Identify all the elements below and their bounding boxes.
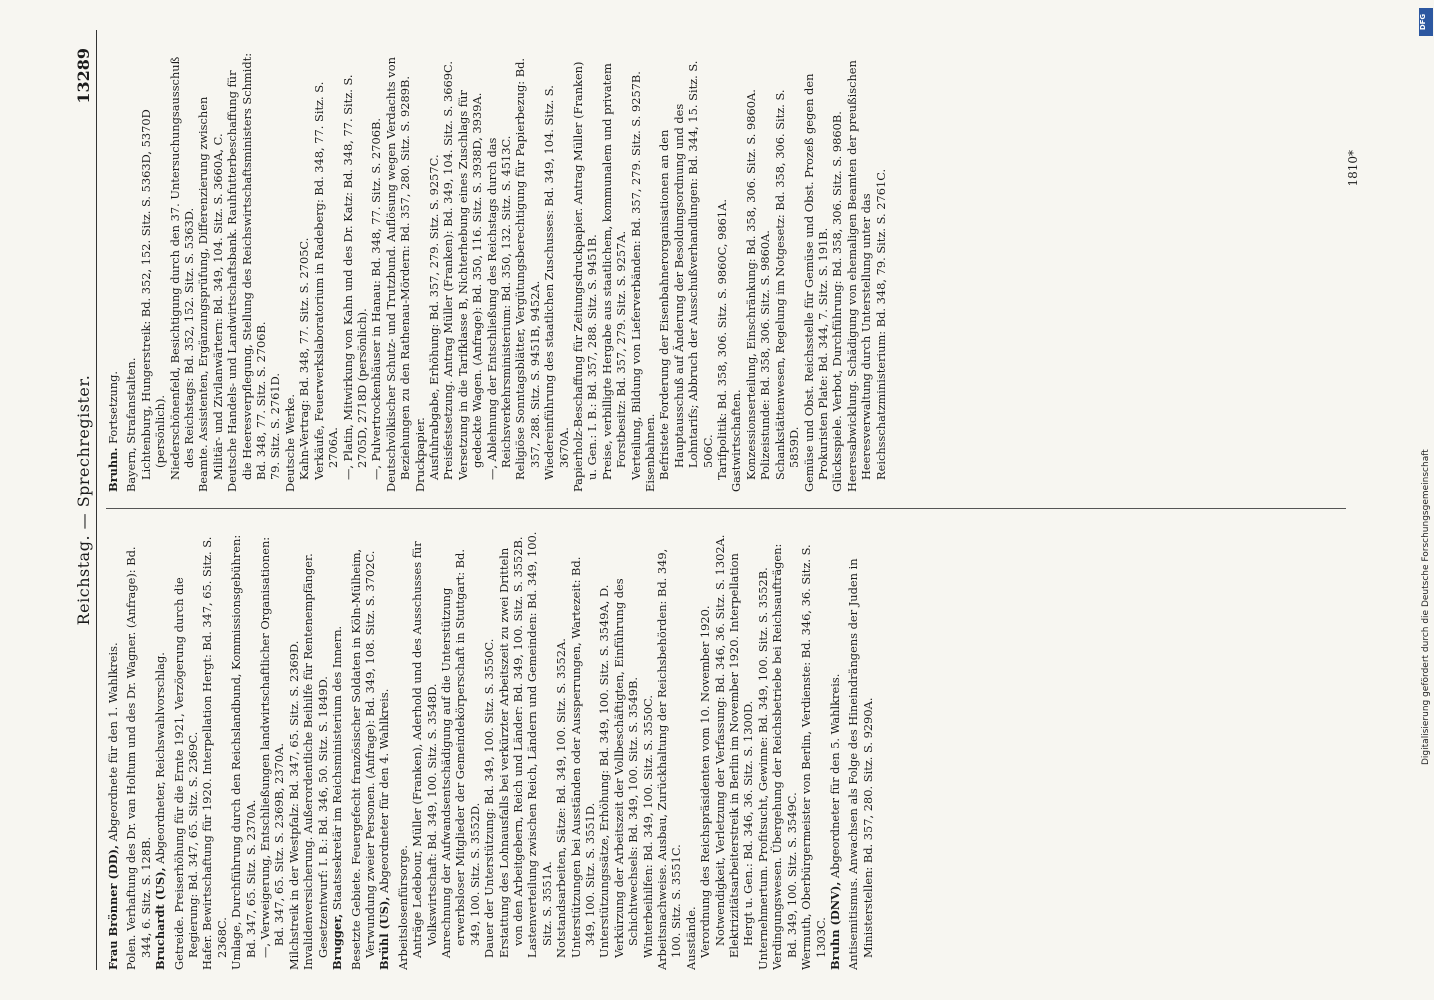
register-subsubentry: Elektrizitätsarbeiterstreik in Berlin im November 1920. Interpellation Hergt u. Gen.: Bd. 346, 36. Sitz. S. 1300D. <box>727 553 756 958</box>
column-divider <box>106 508 1346 509</box>
digitization-note <box>1418 0 1434 1000</box>
register-subentry: Hafer. Bewirtschaftung für 1920. Interpellation Hergt: Bd. 347, 65. Sitz. S. 2368C. <box>200 536 229 970</box>
speaker-name: Brühl (US), <box>377 896 392 970</box>
register-entry-heading <box>377 530 391 970</box>
register-subsubentry: Kahn-Vertrag: Bd. 348, 77. Sitz. S. 2705C. <box>297 237 312 480</box>
register-subentry: Getreide. Preiserhöhung für die Ernte 1921, Verzögerung durch die Regierung: Bd. 347, 65. Sitz. S. 2369C. <box>171 577 201 970</box>
register-subsubentry: Anträge Ledebour, Müller (Franken), Aderhold und des Ausschusses für Volkswirtschaft: Bd. 349, 100. Sitz. S. 3548D. <box>410 541 439 958</box>
register-subentry: Deutschvölkischer Schutz- und Trutzbund. Auflösung wegen Verdachts von Beziehungen zu den Rathenau-Mördern: Bd. 357, 280. Sitz. S. 9289B. <box>383 57 413 492</box>
register-subentry: Druckpapier. <box>412 417 427 492</box>
register-entry-heading <box>106 530 120 970</box>
register-subentry: Bayern, Strafanstalten. <box>124 357 139 492</box>
register-subentry: Unternehmertum. Profitsucht, Gewinne: Bd. 349, 100. Sitz. S. 3552B. <box>755 567 770 970</box>
register-subsubentry: —, Platin, Mitwirkung von Kahn und des Dr. Katz: Bd. 348, 77. Sitz. S. 2705D, 2718D (persönlich). <box>340 74 369 480</box>
register-subsubentry: Verordnung des Reichspräsidenten vom 10. November 1920. Notwendigkeit, Verletzung der Verfassung: Bd. 346, 36. Sitz. S. 1302A. <box>698 534 727 958</box>
register-subsubentry: Konzessionserteilung, Einschränkung: Bd. 358, 306. Sitz. S. 9860A. <box>743 89 758 480</box>
register-subsubentry: Befristete Forderung der Eisenbahnerorganisationen an den Hauptausschuß auf Änderung der Besoldungsordnung und des Lohntarifs; Abbruch der Ausschußverhandlungen: Bd. 344, 15. Sitz. S. 506C. <box>657 60 715 480</box>
speaker-description: Staatssekretär im Reichsministerium des Innern. <box>330 625 345 914</box>
register-subentry: Glücksspiele. Verbot, Durchführung: Bd. 358, 306. Sitz. S. 9860B. <box>830 111 845 492</box>
register-entry-heading <box>828 530 842 970</box>
right-column <box>106 52 1356 492</box>
dfg-logo <box>1419 8 1433 36</box>
register-subentry: Gemüse und Obst. Reichsstelle für Gemüse und Obst. Prozeß gegen den Prokuristen Plate: Bd. 344, 7. Sitz. S. 191B. <box>801 73 830 492</box>
footer-signature: 1810* <box>1346 150 1360 187</box>
register-subentry: Arbeitsnachweise. Ausbau, Zurückhaltung der Reichsbehörden: Bd. 349, 100. Sitz. S. 3551C. <box>655 548 684 970</box>
register-subsubentry: Anrechnung der Aufwandsentschädigung auf die Unterstützung erwerbsloser Mitglieder der Gemeindekörperschaft in Stuttgart: Bd. 349, 100. Sitz. S. 3552D. <box>438 549 482 958</box>
register-subsubentry: Preisfestsetzung. Antrag Müller (Franken): Bd. 349, 104. Sitz. S. 3669C. <box>441 61 456 480</box>
register-subsubentry: Wiedereinführung des staatlichen Zuschusses: Bd. 349, 104. Sitz. S. 3670A. <box>542 85 571 480</box>
speaker-description: Fortsetzung. <box>106 371 120 448</box>
register-subsubentry: Dauer der Unterstützung: Bd. 349, 100. Sitz. S. 3550C. <box>482 638 497 958</box>
running-title: Reichstag. — Sprechregister. <box>74 374 93 626</box>
register-subsubentry: Unterstützungssätze, Erhöhung: Bd. 349, 100. Sitz. S. 3549A, D. <box>597 584 612 958</box>
register-subsubentry: 79. Sitz. S. 2761D. <box>268 373 283 480</box>
register-subsubentry: Ausfuhrabgabe, Erhöhung: Bd. 357, 279. Sitz. S. 9257C. <box>426 154 441 480</box>
register-subentry: Antisemitismus. Anwachsen als Folge des Hineindrängens der Juden in Ministerstellen: Bd. 357, 280. Sitz. S. 9290A. <box>846 558 875 970</box>
register-subsubentry: Polizeistunde: Bd. 358, 306. Sitz. S. 9860A. <box>758 230 773 480</box>
register-subentry: Papierholz-Beschaffung für Zeitungsdruckpapier. Antrag Müller (Franken) u. Gen.: I. B.: Bd. 357, 288. Sitz. S. 9451B. <box>571 61 600 492</box>
speaker-description: Abgeordnete für den 1. Wahlkreis. <box>106 642 120 845</box>
rotated-page-content <box>52 30 1382 970</box>
register-subsubentry: —, Pulvertrockenhäuser in Hanau: Bd. 348, 77. Sitz. S. 2706B. <box>369 117 384 480</box>
register-subsubentry: Unterstützungen bei Ausständen oder Aussperrungen, Wartezeit: Bd. 349, 100. Sitz. S. 3551D. <box>568 556 597 958</box>
register-subsubentry: —, Verweigerung, Entschließungen landwirtschaftlicher Organisationen: Bd. 347, 65. Sitz. S. 2369B, 2370A. <box>258 536 287 958</box>
header-rule <box>96 30 97 970</box>
speaker-name: Brugger, <box>330 913 345 970</box>
register-subentry: Heeresabwicklung. Schädigung von ehemaligen Beamten der preußischen Heeresverwaltung durch Unterstellung unter das Reichsschatzministerium: Bd. 348, 79. Sitz. S. 2761C. <box>844 60 888 492</box>
register-entry-heading <box>153 530 167 970</box>
register-entry-heading <box>330 530 344 970</box>
register-subsubentry: Religiöse Sonntagsblätter, Vergütungsberechtigung für Papierbezug: Bd. 357, 288. Sitz. S. 9451B, 9452A. <box>513 58 542 480</box>
register-subsubentry: Niederschönenfeld, Besichtigung durch den 37. Untersuchungsausschuß des Reichstags: Bd. 352, 152. Sitz. S. 5363D. <box>167 56 197 480</box>
register-subentry: Wermuth, Oberbürgermeister von Berlin, Verdienste: Bd. 346, 36. Sitz. S. 1303C. <box>799 544 828 970</box>
register-subsubentry: Lastenverteilung zwischen Reich, Ländern und Gemeinden: Bd. 349, 100. Sitz. S. 3551A. <box>525 531 554 958</box>
register-subentry: Beamte. Assistenten, Ergänzungsprüfung, Differenzierung zwischen Militär- und Zivilanwärtern: Bd. 349, 104. Sitz. S. 3660A, C. <box>196 96 225 492</box>
dfg-logo-text: DFG <box>1419 13 1428 31</box>
register-subentry: Ausstände. <box>683 906 698 970</box>
register-subentry: Arbeitslosenfürsorge. <box>395 845 410 970</box>
register-subsubentry: Verkürzung der Arbeitszeit der Vollbeschäftigten, Einführung des Schichtwechsels: Bd. 349, 100. Sitz. S. 3549B. <box>611 578 641 958</box>
speaker-description: Abgeordneter für den 5. Wahlkreis. <box>827 673 842 882</box>
register-subentry: Invalidenversicherung. Außerordentliche Beihilfe für Rentenempfänger. Gesetzentwurf: I. B.: Bd. 346, 50. Sitz. S. 1849D. <box>301 553 330 970</box>
register-subsubentry: Notstandsarbeiten, Sätze: Bd. 349, 100. Sitz. S. 3552A. <box>554 638 569 958</box>
register-subentry: Gastwirtschaften. <box>729 389 744 492</box>
register-subsubentry: Winterbeihilfen: Bd. 349, 100. Sitz. S. 3550C. <box>640 695 655 958</box>
register-subentry: Verdingungswesen. Übergehung der Reichsbetriebe bei Reichsaufträgen: Bd. 349, 100. Sitz. S. 3549C. <box>770 543 799 970</box>
register-subentry: Besetzte Gebiete. Feuergefecht französischer Soldaten in Köln-Mülheim, Verwundung zweier Personen. (Anfrage): Bd. 349, 108. Sitz. S. 3702C. <box>348 548 377 970</box>
register-subsubentry: Schankstättenwesen, Regelung im Notgesetz: Bd. 358, 306. Sitz. S. 5859D. <box>772 89 802 480</box>
speaker-name: Bruhn. <box>106 447 120 492</box>
register-entry-heading <box>106 52 120 492</box>
register-subsubentry: Verkäufe, Feuerwerkslaboratorium in Radeberg: Bd. 348, 77. Sitz. S. 2706A. <box>311 81 341 480</box>
register-subentry: Eisenbahnen. <box>643 413 658 492</box>
speaker-name: Bruchardt (US), <box>153 867 168 970</box>
page-number: 13289 <box>74 48 93 104</box>
register-subentry: Umlage, Durchführung durch den Reichslandbund, Kommissionsgebühren: Bd. 347, 65. Sitz. S. 2370A. <box>229 534 258 970</box>
register-subsubentry: Lichtenburg, Hungerstreik: Bd. 352, 152. Sitz. S. 5363D, 5370D (persönlich). <box>138 109 168 480</box>
left-column <box>106 530 1356 970</box>
register-subsubentry: Verteilung, Bildung von Lieferverbänden: Bd. 357, 279. Sitz. S. 9257B. <box>628 71 643 480</box>
register-subentry: Polen. Verhaftung des Dr. van Holtum und des Dr. Wagner. (Anfrage): Bd. 344, 6. Sitz. S. 128B. <box>124 546 153 970</box>
register-subsubentry: Versetzung in die Tarifklasse B, Nichterhebung eines Zuschlags für gedeckte Wagen. (Anfrage): Bd. 350, 116. Sitz. S. 3938D, 3939A. <box>455 90 485 480</box>
register-subsubentry: —, Ablehnung der Entschließung des Reichstags durch das Reichsverkehrsministerium: Bd. 350, 132. Sitz. S. 4513C. <box>484 135 513 480</box>
speaker-name: Bruhn (DNV), <box>827 881 842 970</box>
speaker-description: Abgeordneter, Reichswahlvorschlag. <box>153 652 168 868</box>
speaker-name: Frau Brönner (DD), <box>106 844 120 970</box>
register-subentry: Deutsche Werke. <box>282 394 297 492</box>
register-subentry: Deutsche Handels- und Landwirtschaftsbank. Rauhfutterbeschaffung für die Heeresverpflegung, Stellung des Reichswirtschaftsministers Schmidt: Bd. 348, 77. Sitz. S. 2706B. <box>225 52 269 492</box>
register-subsubentry: Erstattung des Lohnausfalls bei verkürzter Arbeitszeit zu zwei Dritteln von den Arbeitgebern, Reich und Länder: Bd. 349, 100. Sitz. S. 3552B. <box>496 536 525 958</box>
speaker-description: Abgeordneter für den 4. Wahlkreis. <box>377 688 392 897</box>
register-subsubentry: Tarifpolitik: Bd. 358, 306. Sitz. S. 9860C, 9861A. <box>715 199 730 480</box>
digitization-note-text: Digitalisierung gefördert durch die Deutsche Forschungsgemeinschaft <box>1421 449 1431 765</box>
register-subsubentry: Preise, verbilligte Hergabe aus staatlichem, kommunalem und privatem Forstbesitz: Bd. 357, 279. Sitz. S. 9257A. <box>599 63 629 480</box>
register-subentry: Milchstreik in der Westpfalz: Bd. 347, 65. Sitz. S. 2369D. <box>286 640 301 970</box>
